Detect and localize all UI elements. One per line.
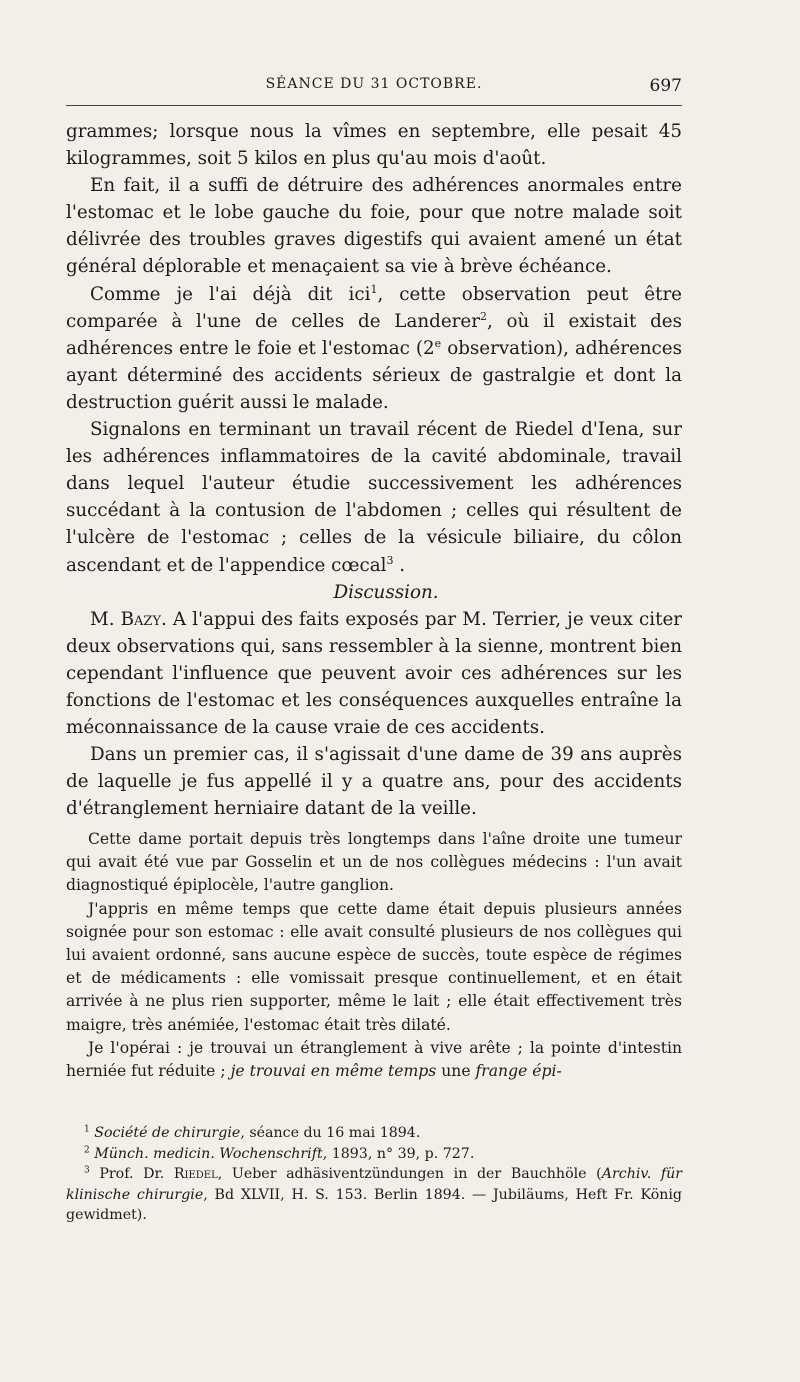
case-paragraph-2: J'appris en même temps que cette dame était depuis plusieurs années soignée pour son estomac : elle avait consulté plusieurs de nos collègues qui lui avaient ordonné, sans aucune espèce de succès, toute espèce de régimes et de médicaments : elle vomissait presque continuellement, et en était arrivée à ne plus rien supporter, même le lait ; elle était effectivement très maigre, très anémiée, l'estomac était très dilaté. xyxy=(66,899,682,1034)
running-header xyxy=(66,76,682,98)
case-report xyxy=(66,828,682,1083)
header-title: SÉANCE DU 31 OCTOBRE. xyxy=(265,76,483,92)
page-number: 697 xyxy=(649,76,682,96)
speaker-name: M. Bazy. xyxy=(90,608,167,630)
paragraph-bazy: M. Bazy. A l'appui des faits exposés par M. Terrier, je veux citer deux observations qui, sans ressembler à la sienne, montrent bien cependant l'influence que peuvent avoir ces adhérences sur les fonctions de l'estomac et les conséquences auxquelles entraîne la méconnaissance de la cause vraie de ces accidents. xyxy=(66,608,683,739)
case-paragraph-3: Je l'opérai : je trouvai un étranglement à vive arête ; la pointe d'intestin herniée fut réduite ; je trouvai en même temps une frange épi- xyxy=(66,1038,682,1081)
main-text xyxy=(66,118,682,822)
section-heading: Discussion. xyxy=(333,581,439,603)
footnote-2: $^2$ Münch. medicin. Wochenschrift, 1893, n° 39, p. 727. xyxy=(84,1144,475,1162)
paragraph-3: Comme je l'ai déjà dit ici$^1$, cette observation peut être comparée à l'une de celles de Landerer$^2$, où il existait des adhérences entre le foie et l'estomac (2e observation), adhérences ayant déterminé des accidents sérieux de gastralgie et dont la destruction guérit aussi le malade. xyxy=(66,282,682,413)
footnotes xyxy=(66,1123,682,1226)
footnote-ref-3: 3 xyxy=(386,553,394,567)
paragraph-4: Signalons en terminant un travail récent de Riedel d'Iena, sur les adhérences inflammatoires de la cavité abdominale, travail dans lequel l'auteur étudie successivement les adhérences succédant à la contusion de l'abdomen ; celles qui résultent de l'ulcère de l'estomac ; celles de la vésicule biliaire, du côlon ascendant et de l'appendice cœcal$^3$ . xyxy=(66,419,682,576)
paragraph-1: grammes; lorsque nous la vîmes en septembre, elle pesait 45 kilogrammes, soit 5 kilos en plus qu'au mois d'août. xyxy=(66,121,682,170)
footnote-3: $^3$ Prof. Dr. Riedel, Ueber adhäsiventzündungen in der Bauchhöle (Archiv. für klinische chirurgie, Bd XLVII, H. S. 153. Berlin 1894. — Jubiläums, Heft Fr. König gewidmet). xyxy=(66,1165,683,1223)
paragraph-case: Dans un premier cas, il s'agissait d'une dame de 39 ans auprès de laquelle je fus appellé il y a quatre ans, pour des accidents d'étranglement herniaire datant de la veille. xyxy=(66,744,682,820)
paragraph-2: En fait, il a suffi de détruire des adhérences anormales entre l'estomac et le lobe gauche du foie, pour que notre malade soit délivrée des troubles graves digestifs qui avaient amené un état général déplorable et menaçaient sa vie à brève échéance. xyxy=(66,175,682,278)
footnote-ref-2: 2 xyxy=(479,309,487,323)
header-rule xyxy=(66,105,682,106)
case-paragraph-1: Cette dame portait depuis très longtemps dans l'aîne droite une tumeur qui avait été vue par Gosselin et un de nos collègues médecins : l'un avait diagnostiqué épiplocèle, l'autre ganglion. xyxy=(66,830,682,895)
footnote-ref-1: 1 xyxy=(370,282,378,296)
footnote-1: $^1$ Société de chirurgie, séance du 16 mai 1894. xyxy=(84,1124,421,1141)
